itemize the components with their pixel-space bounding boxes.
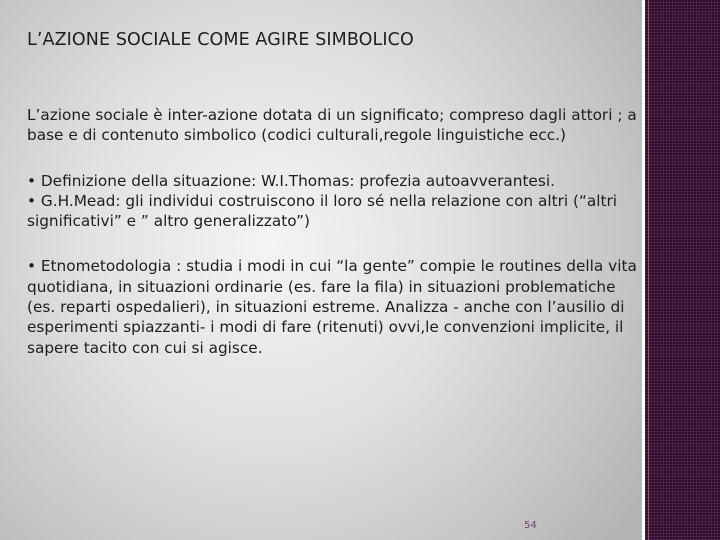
slide-title: L’AZIONE SOCIALE COME AGIRE SIMBOLICO [27, 30, 414, 50]
decorative-side-strip [642, 0, 720, 540]
bullet-mead: • G.H.Mead: gli individui costruiscono il loro sé nella relazione con altri (“altri significativi” e ” altro generalizzato”) [27, 191, 618, 231]
strip-divider [642, 0, 645, 540]
page-number: 54 [524, 520, 537, 531]
strip-inner-line [648, 0, 649, 540]
slide-body [27, 105, 639, 358]
paragraph-definition: L’azione sociale è inter-azione dotata di un significato; compreso dagli attori ; a base e di contenuto simbolico (codici culturali,regole linguistiche ecc.) [27, 106, 637, 145]
bullet-etnometodologia: • Etnometodologia : studia i modi in cui “la gente” compie le routines della vita quotidiana, in situazioni ordinarie (es. fare la fila) in situazioni problematiche (es. reparti ospedalieri), in situazioni estreme. Analizza - anche con l’ausilio di esperimenti spiazzanti- i modi di fare (ritenuti) ovvi,le convenzioni implicite, il sapere tacito con cui si agisce. [27, 257, 637, 357]
bullet-thomas: • Definizione della situazione: W.I.Thomas: profezia autoavverantesi. [27, 171, 555, 190]
